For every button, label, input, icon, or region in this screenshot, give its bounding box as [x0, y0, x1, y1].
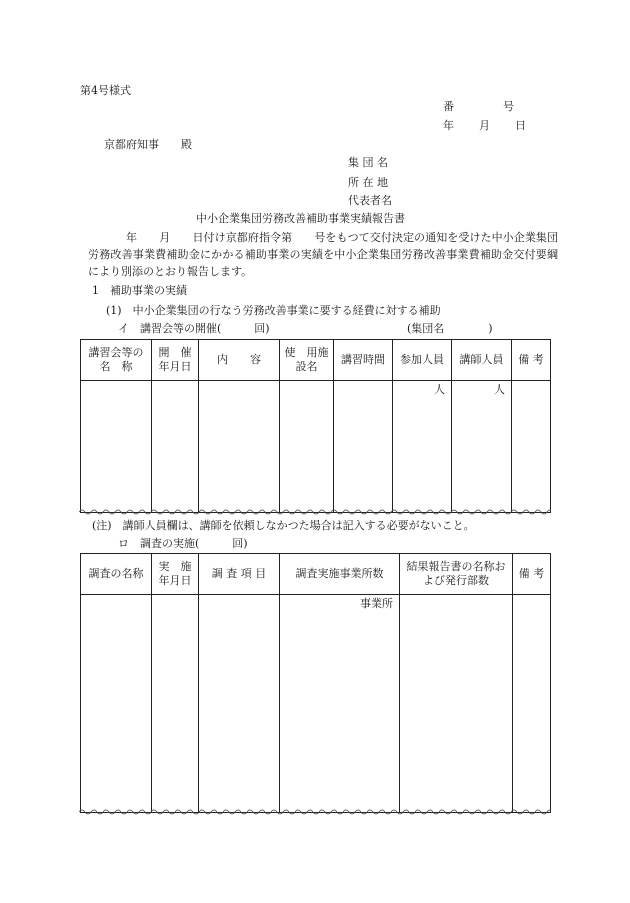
header-survey-remarks: 備 考: [513, 554, 551, 595]
group-name-label: 集 団 名: [348, 156, 388, 169]
header-content: 内 容: [199, 340, 280, 381]
addressee: 京都府知事 殿: [104, 138, 192, 151]
seminar-table-body: [81, 381, 551, 513]
unit-offices: 事業所: [360, 597, 393, 610]
lecturer-note: (注) 講師人員欄は、講師を依頼しなかつた場合は記入する必要がないこと。: [92, 519, 475, 532]
survey-table: [80, 553, 551, 813]
cell-venue[interactable]: [280, 381, 334, 513]
cell-seminar-name[interactable]: [81, 381, 152, 513]
survey-heading: ロ 調査の実施( 回): [118, 537, 248, 550]
seminar-heading: イ 講習会等の開催( 回): [118, 322, 270, 335]
cell-survey-items[interactable]: [199, 595, 280, 813]
cell-remarks[interactable]: [512, 381, 551, 513]
representative-label: 代表者名: [348, 194, 392, 207]
header-lecturers: 講師人員: [452, 340, 512, 381]
header-venue: 使 用施設名: [280, 340, 334, 381]
unit-persons: 人: [434, 383, 445, 396]
address-label: 所 在 地: [348, 176, 388, 189]
body-paragraph: 年 月 日付け京都府指令第 号をもつて交付決定の通知を受けた中小企業集団労務改善事業費補助金にかかる補助事業の実績を中小企業集団労務改善事業費補助金交付要綱により別添のとおり報告します。: [88, 231, 558, 278]
seminar-table-header: [81, 340, 551, 381]
cell-hours[interactable]: [334, 381, 393, 513]
document-title: 中小企業集団労務改善補助事業実績報告書: [196, 212, 405, 225]
header-held-date: 開 催年月日: [152, 340, 199, 381]
form-number: 第4号様式: [80, 84, 131, 97]
subsection-heading: (1) 中小企業集団の行なう労務改善事業に要する経費に対する補助: [106, 304, 441, 317]
header-survey-name: 調査の名称: [81, 554, 152, 595]
cell-content[interactable]: [199, 381, 280, 513]
survey-table-header: [81, 554, 551, 595]
header-office-count: 調査実施事業所数: [280, 554, 400, 595]
header-participants: 参加人員: [393, 340, 452, 381]
report-date-label: 年 月 日: [443, 119, 527, 132]
header-survey-items: 調 査 項 目: [199, 554, 280, 595]
header-hours: 講習時間: [334, 340, 393, 381]
cell-survey-remarks[interactable]: [513, 595, 551, 813]
seminar-group-name: (集団名 ): [407, 322, 493, 335]
header-remarks: 備 考: [512, 340, 551, 381]
cell-participants[interactable]: [393, 381, 452, 513]
header-seminar-name: 講習会等の名 称: [81, 340, 152, 381]
seminar-table: [80, 339, 551, 513]
report-number-label: 番 号: [443, 100, 515, 113]
header-survey-date: 実 施年月日: [152, 554, 199, 595]
cell-report-name[interactable]: [400, 595, 513, 813]
header-report-name: 結果報告書の名称および発行部数: [400, 554, 513, 595]
unit-persons: 人: [494, 383, 505, 396]
survey-table-body: [81, 595, 551, 813]
section-heading: 1 補助事業の実績: [92, 284, 187, 297]
cell-survey-date[interactable]: [152, 595, 199, 813]
cell-lecturers[interactable]: [452, 381, 512, 513]
cell-survey-name[interactable]: [81, 595, 152, 813]
cell-held-date[interactable]: [152, 381, 199, 513]
table-cut-line: [79, 508, 551, 516]
cell-office-count[interactable]: [280, 595, 400, 813]
table-cut-line: [79, 808, 551, 816]
